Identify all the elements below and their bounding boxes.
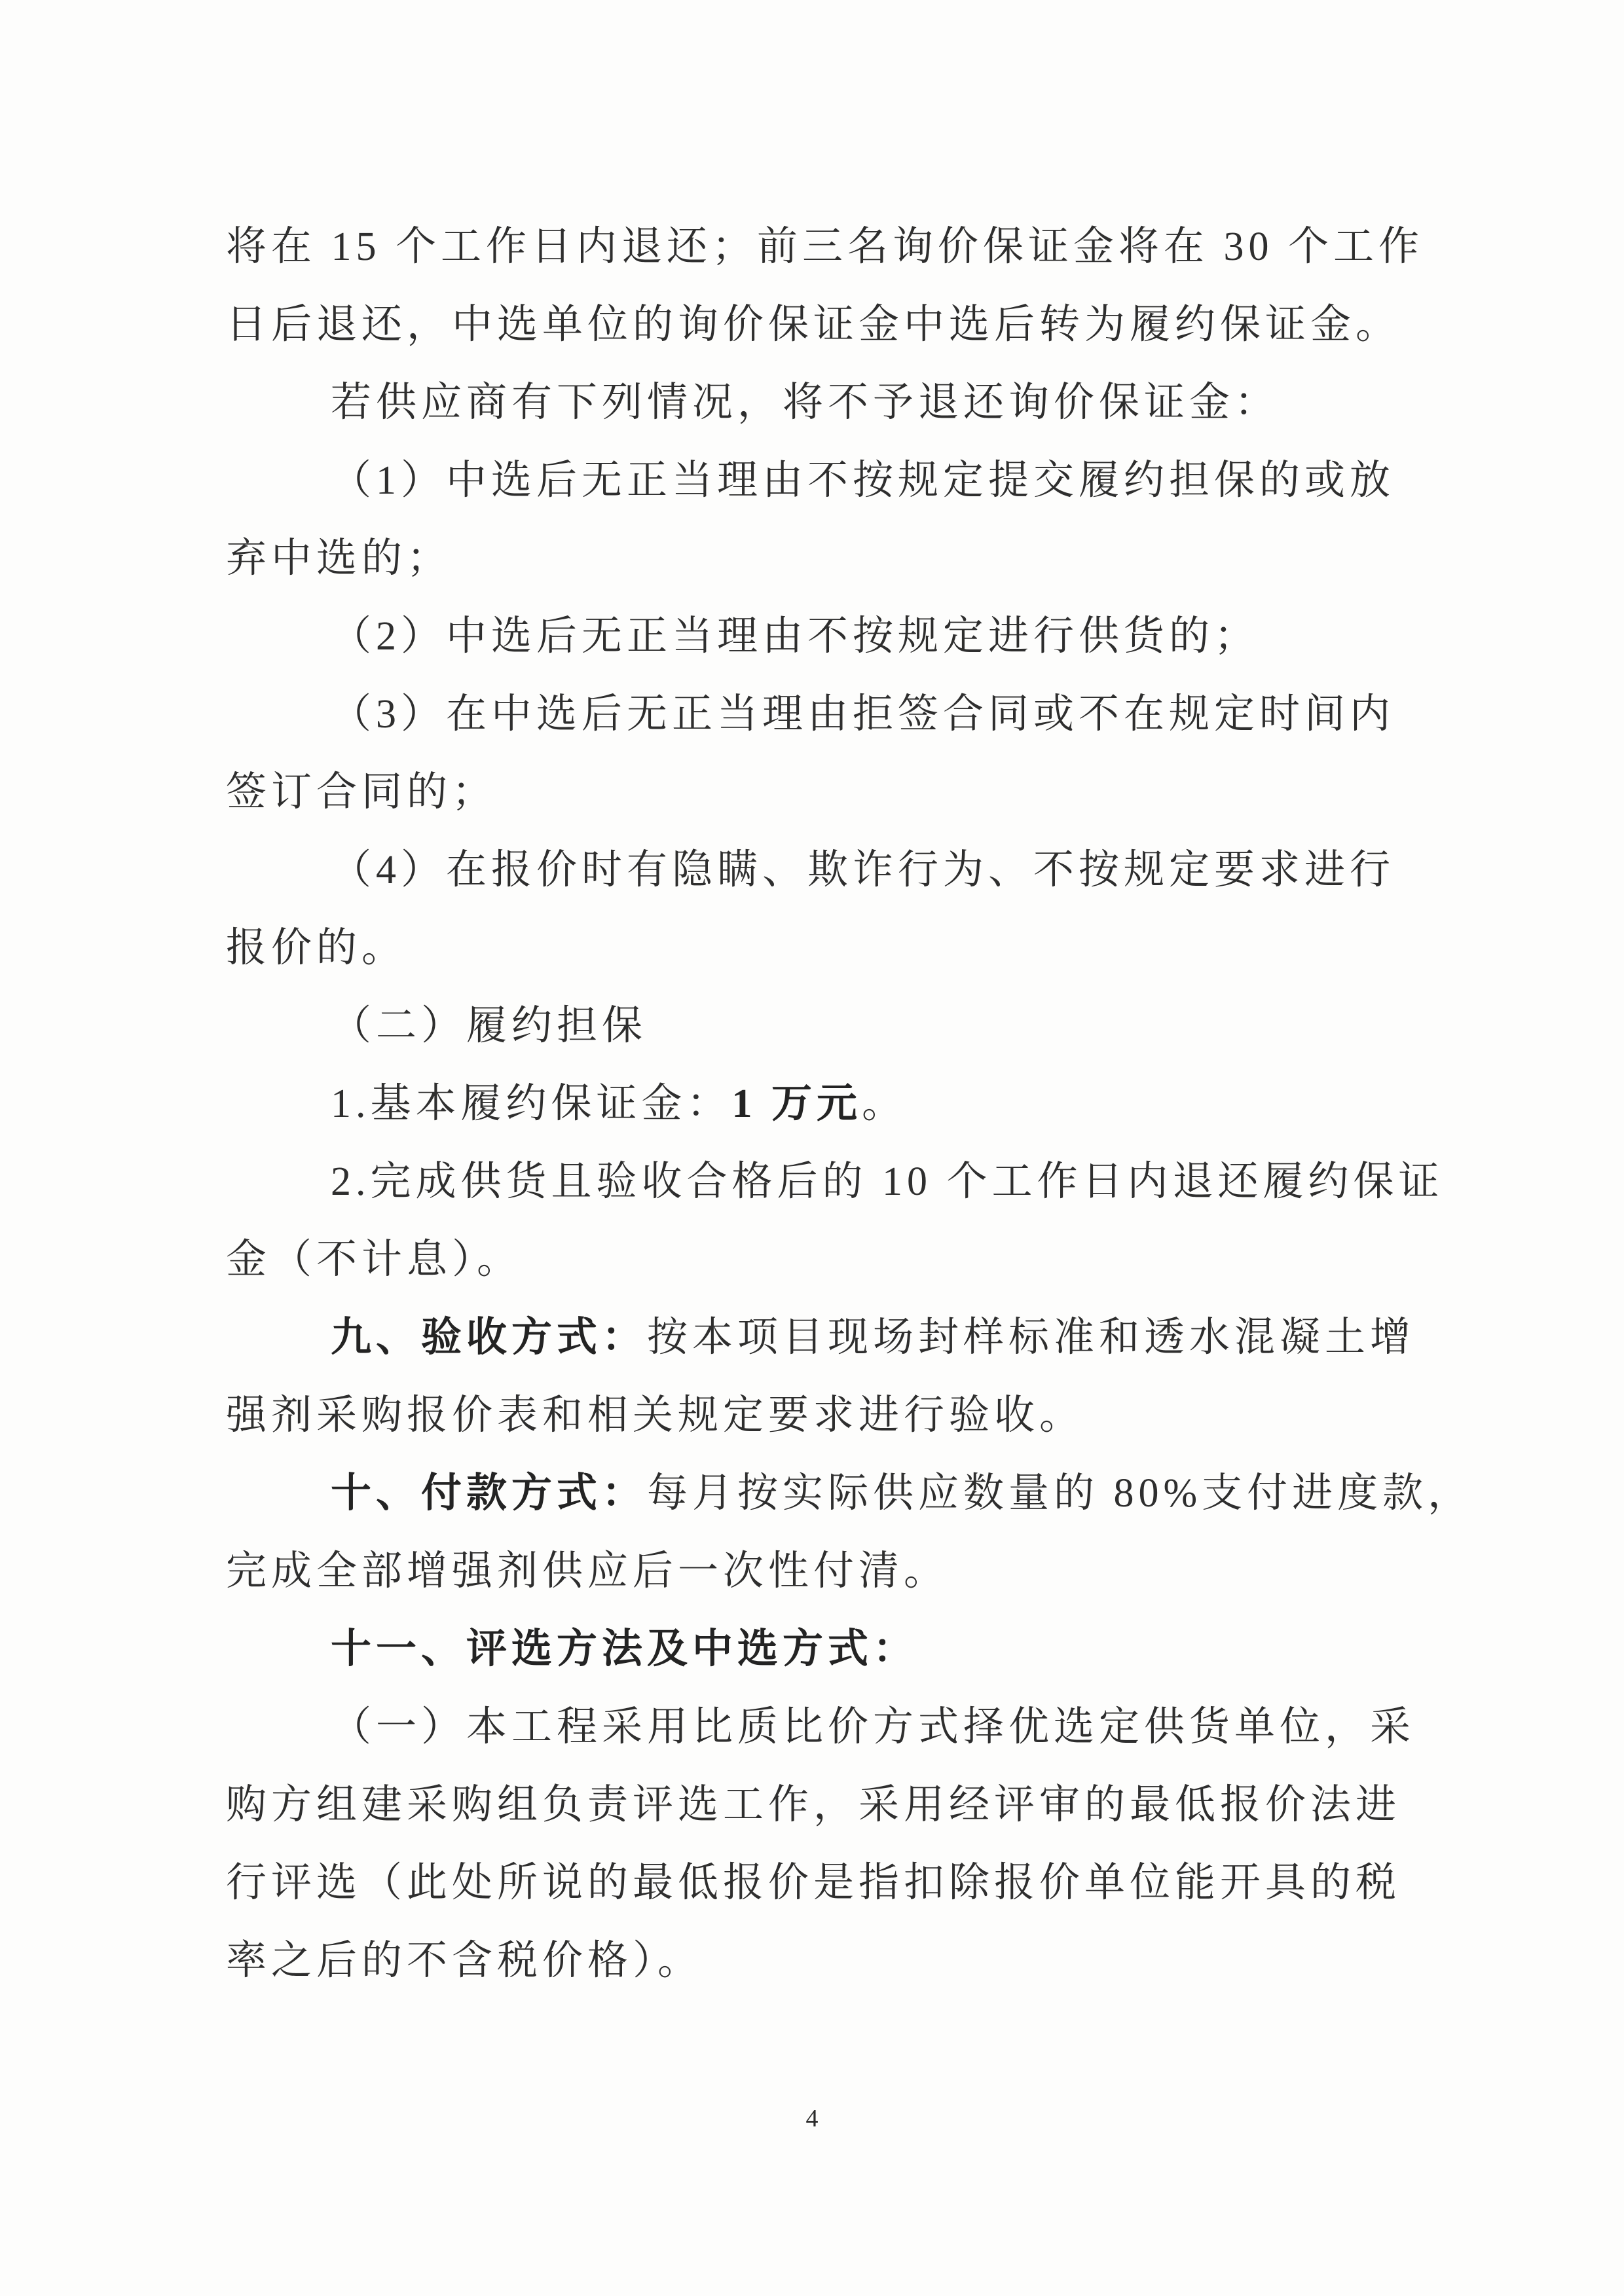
text-run: （3）在中选后无正当理由拒签合同或不在规定时间内 <box>331 692 1395 737</box>
text-run: 签订合同的； <box>226 770 498 814</box>
text-run: 率之后的不含税价格）。 <box>226 1939 703 1983</box>
text-run: 1.基本履约保证金： <box>331 1082 732 1126</box>
text-run: 行评选（此处所说的最低报价是指扣除报价单位能开具的税 <box>226 1861 1401 1905</box>
text-run: 完成全部增强剂供应后一次性付清。 <box>226 1549 950 1594</box>
text-line <box>226 1844 1405 1922</box>
text-run: （一）本工程采用比质比价方式择优选定供货单位，采 <box>331 1705 1416 1749</box>
text-run: 按本项目现场封样标准和透水混凝土增 <box>647 1315 1416 1360</box>
text-line <box>226 442 1405 520</box>
text-line <box>226 831 1405 909</box>
text-run: 弃中选的； <box>226 536 452 581</box>
text-line <box>226 1455 1473 1533</box>
text-run: 若供应商有下列情况，将不予退还询价保证金： <box>331 380 1280 425</box>
text-line <box>226 286 1405 364</box>
text-line <box>226 1766 1405 1844</box>
text-run-bold: 九、验收方式： <box>331 1315 648 1360</box>
page-number: 4 <box>805 2105 819 2132</box>
text-line <box>226 1922 1405 2000</box>
text-run-bold: 十、付款方式： <box>331 1471 648 1516</box>
text-run: 报价的。 <box>226 926 407 970</box>
text-line <box>226 909 1405 987</box>
text-line <box>226 1377 1405 1455</box>
text-line <box>226 1065 1405 1143</box>
text-run: 。 <box>862 1082 908 1126</box>
text-line <box>226 1299 1416 1377</box>
text-run: 将在 15 个工作日内退还；前三名询价保证金将在 30 个工作 <box>226 225 1424 269</box>
text-line <box>226 1143 1444 1221</box>
text-run: （2）中选后无正当理由不按规定进行供货的； <box>331 614 1260 659</box>
text-run: （1）中选后无正当理由不按规定提交履约担保的或放 <box>331 458 1395 503</box>
text-line <box>226 987 1405 1065</box>
text-run: 购方组建采购组负责评选工作，采用经评审的最低报价法进 <box>226 1783 1401 1827</box>
text-run: 每月按实际供应数量的 80%支付进度款， <box>647 1471 1473 1516</box>
text-run: 强剂采购报价表和相关规定要求进行验收。 <box>226 1393 1085 1438</box>
text-line <box>226 1688 1416 1766</box>
text-line <box>226 598 1405 676</box>
text-block <box>226 208 1473 2000</box>
text-line <box>226 676 1405 754</box>
text-run: 金（不计息）。 <box>226 1237 523 1282</box>
text-line <box>226 754 1405 831</box>
text-run: （二）履约担保 <box>331 1004 648 1048</box>
text-line <box>226 1611 1405 1688</box>
text-line <box>226 208 1424 286</box>
text-run: 日后退还，中选单位的询价保证金中选后转为履约保证金。 <box>226 302 1401 347</box>
text-line <box>226 1533 1405 1611</box>
text-run-bold: 1 万元 <box>731 1082 862 1126</box>
text-line <box>226 364 1405 442</box>
text-run: 2.完成供货且验收合格后的 10 个工作日内退还履约保证 <box>331 1159 1444 1204</box>
text-line <box>226 520 1405 598</box>
text-run-bold: 十一、评选方法及中选方式： <box>331 1627 919 1671</box>
text-line <box>226 1221 1405 1299</box>
text-run: （4）在报价时有隐瞒、欺诈行为、不按规定要求进行 <box>331 848 1395 892</box>
